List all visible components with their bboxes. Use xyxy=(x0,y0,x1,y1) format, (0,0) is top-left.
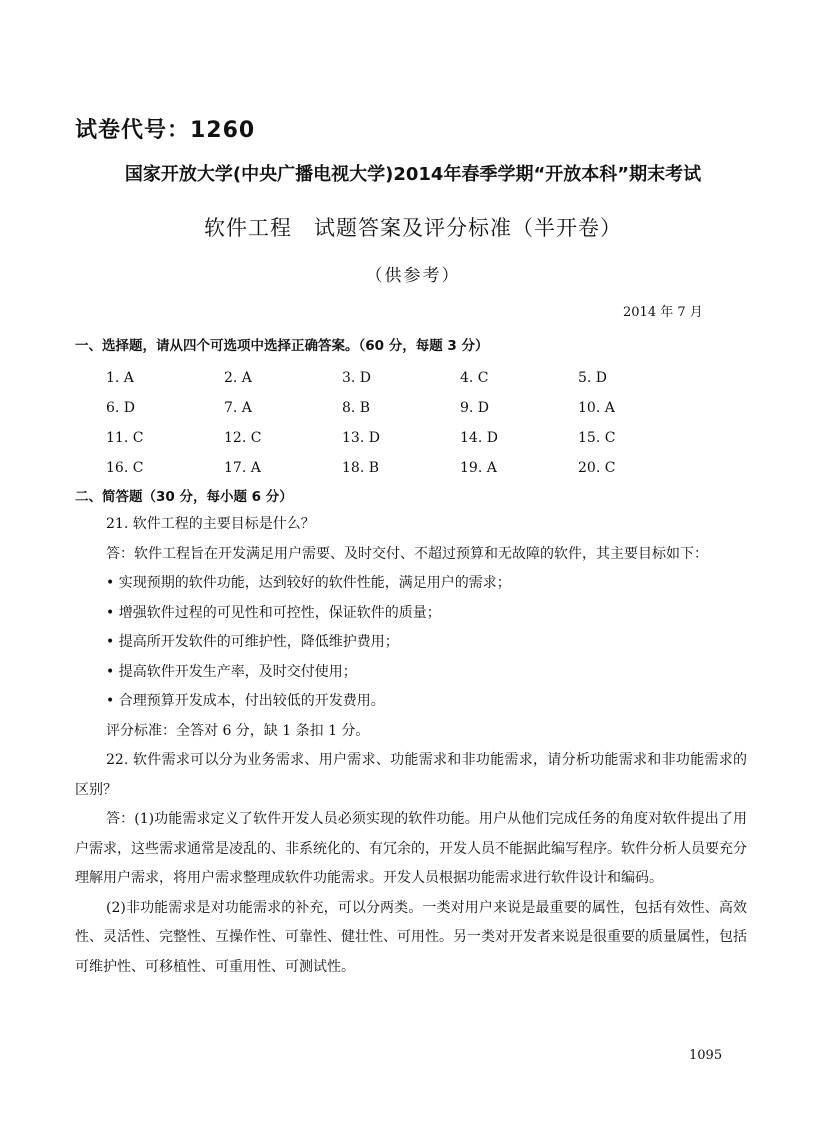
answer-21-bullet: • 增强软件过程的可见性和可控性，保证软件的质量； xyxy=(106,604,441,621)
question-21: 21. 软件工程的主要目标是什么？ xyxy=(106,516,315,532)
exam-title: 国家开放大学(中央广播电视大学)2014年春季学期“开放本科”期末考试 xyxy=(124,164,702,185)
answer-item: 7. A xyxy=(224,400,252,416)
answer-item: 2. A xyxy=(224,370,252,386)
paper-code: 试卷代号：1260 xyxy=(75,118,256,143)
short-answer-body xyxy=(75,510,747,982)
answer-item: 3. D xyxy=(342,370,372,386)
answer-21-intro: 答：软件工程旨在开发满足用户需要、及时交付、不超过预算和无故障的软件，其主要目标如下： xyxy=(106,545,708,562)
exam-date: 2014 年 7 月 xyxy=(623,305,703,320)
answer-grid xyxy=(106,363,726,483)
answer-item: 14. D xyxy=(460,430,498,446)
answer-item: 10. A xyxy=(578,400,615,416)
question-22: 22. 软件需求可以分为业务需求、用户需求、功能需求和非功能需求，请分析功能需求和非功能需求的区别？ xyxy=(75,752,747,798)
answer-row xyxy=(106,423,726,453)
section2-heading: 二、简答题（30 分，每小题 6 分） xyxy=(75,489,293,505)
scoring-21: 评分标准：全答对 6 分，缺 1 条扣 1 分。 xyxy=(106,722,370,739)
answer-row xyxy=(106,393,726,423)
answer-item: 5. D xyxy=(578,370,608,386)
answer-row xyxy=(106,453,726,483)
page-number: 1095 xyxy=(689,1048,723,1063)
answer-22-part1: 答：(1)功能需求定义了软件开发人员必须实现的软件功能。用户从他们完成任务的角度对软件提出了用户需求，这些需求通常是凌乱的、非系统化的、有冗余的，开发人员不能据此编写程序。软件分析人员要充分理解用户需求，将用户需求整理成软件功能需求。开发人员根据功能需求进行软件设计和编码。 xyxy=(75,811,747,886)
answer-item: 20. C xyxy=(578,460,616,476)
subtitle: （供参考） xyxy=(365,266,461,286)
answer-21-bullet: • 合理预算开发成本，付出较低的开发费用。 xyxy=(106,693,385,709)
answer-item: 1. A xyxy=(106,370,134,386)
answer-item: 4. C xyxy=(460,370,489,386)
document-title: 软件工程 试题答案及评分标准（半开卷） xyxy=(204,216,622,240)
answer-item: 6. D xyxy=(106,400,136,416)
answer-item: 12. C xyxy=(224,430,262,446)
answer-item: 8. B xyxy=(342,400,371,416)
answer-item: 15. C xyxy=(578,430,616,446)
answer-21-bullet: • 提高所开发软件的可维护性，降低维护费用； xyxy=(106,634,399,650)
answer-21-bullet: • 实现预期的软件功能，达到较好的软件性能，满足用户的需求； xyxy=(106,575,511,591)
answer-item: 11. C xyxy=(106,430,144,446)
answer-item: 16. C xyxy=(106,460,144,476)
section1-heading: 一、选择题，请从四个可选项中选择正确答案。（60 分，每题 3 分） xyxy=(75,338,489,354)
answer-row xyxy=(106,363,726,393)
answer-item: 13. D xyxy=(342,430,380,446)
answer-item: 9. D xyxy=(460,400,490,416)
answer-item: 17. A xyxy=(224,460,261,476)
answer-22-part2: (2)非功能需求是对功能需求的补充，可以分两类。一类对用户来说是最重要的属性，包括有效性、高效性、灵活性、完整性、互操作性、可靠性、健壮性、可用性。另一类对开发者来说是很重要的质量属性，包括可维护性、可移植性、可重用性、可测试性。 xyxy=(75,899,747,975)
answer-21-bullet: • 提高软件开发生产率，及时交付使用； xyxy=(106,663,357,680)
answer-item: 19. A xyxy=(460,460,497,476)
answer-item: 18. B xyxy=(342,460,380,476)
